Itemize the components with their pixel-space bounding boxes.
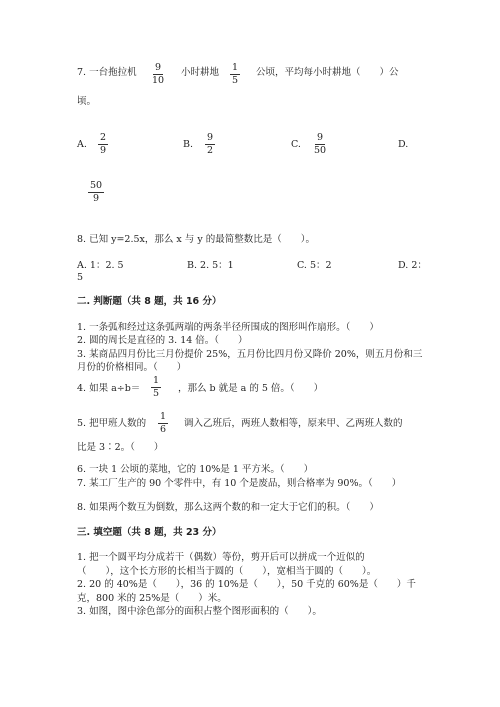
- s2-question-4-fraction: [151, 376, 161, 399]
- q7-option-a-fraction: [98, 133, 108, 156]
- fraction-numerator: 1: [232, 62, 239, 73]
- fraction-numerator: 1: [153, 375, 160, 386]
- s2-question-7: 7. 某工厂生产的 90 个零件中，有 10 个是废品，则合格率为 90%。（ ）: [77, 478, 402, 489]
- fraction-denominator: 6: [160, 423, 167, 435]
- s2-question-2: 2. 圆的周长是直径的 3. 14 倍。（ ）: [77, 335, 248, 346]
- q8-option-a: A. 1：2. 5: [77, 260, 124, 271]
- q7-option-c-label: C.: [291, 139, 301, 150]
- q7-option-b-fraction: [205, 133, 215, 156]
- fraction-numerator: 50: [90, 180, 103, 191]
- fraction-denominator: 9: [93, 192, 100, 204]
- fraction-denominator: 10: [152, 74, 165, 86]
- fraction-numerator: 2: [100, 132, 107, 143]
- q8-option-c: C. 5：2: [297, 260, 332, 271]
- s2-question-5-post: 调入乙班后，两班人数相等，原来甲、乙两班人数的: [184, 418, 403, 429]
- fraction-denominator: 50: [314, 144, 327, 156]
- q8-option-d-line1: D. 2：: [398, 260, 427, 271]
- q7-text-line2: 顷。: [77, 96, 97, 107]
- q8-option-d-line2: 5: [77, 272, 84, 283]
- s3-question-1-line2: （ ），这个长方形的长相当于圆的（ ），宽相当于圆的（ ）。: [77, 566, 377, 577]
- fraction-numerator: 9: [155, 62, 162, 73]
- s2-question-4-post: ，那么 b 就是 a 的 5 倍。（ ）: [178, 383, 324, 394]
- q7-text-part2: 小时耕地: [181, 67, 220, 78]
- q7-fraction-time: [150, 63, 166, 86]
- s2-question-5-fraction: [158, 412, 168, 435]
- fraction-numerator: 1: [160, 411, 167, 422]
- fraction-numerator: 9: [317, 132, 324, 143]
- fraction-denominator: 5: [232, 74, 239, 86]
- s3-question-3: 3. 如图，图中涂色部分的面积占整个图形面积的（ ）。: [77, 606, 322, 617]
- s2-question-5-line2: 比是 3∶2。（ ）: [77, 442, 164, 453]
- q7-text-part1: 7. 一台拖拉机: [77, 67, 137, 78]
- s2-question-6: 6. 一块 1 公顷的菜地，它的 10%是 1 平方米。（ ）: [77, 464, 314, 475]
- q7-option-d-fraction: [88, 181, 104, 204]
- q7-option-c-fraction: [312, 133, 328, 156]
- s2-question-5-pre: 5. 把甲班人数的: [77, 418, 147, 429]
- q7-text-part3: 公顷，平均每小时耕地（ ）公: [256, 67, 399, 78]
- s2-question-1: 1. 一条弧和经过这条弧两端的两条半径所围成的图形叫作扇形。（ ）: [77, 322, 379, 333]
- q7-option-a-label: A.: [77, 139, 87, 150]
- s3-question-2-line1: 2. 20 的 40%是（ ），36 的 10%是（ ），50 千克的 60%是（ ）千: [77, 579, 416, 590]
- q7-option-b-label: B.: [183, 139, 194, 150]
- s2-question-3-line2: 月份的价格相同。（ ）: [77, 362, 187, 373]
- section3-title: 三. 填空题（共 8 题，共 23 分）: [77, 527, 222, 538]
- s2-question-4-pre: 4. 如果 a÷b＝: [77, 383, 141, 394]
- fraction-denominator: 2: [207, 144, 214, 156]
- s2-question-3-line1: 3. 某商品四月份比三月份提价 25%，五月份比四月份又降价 20%，则五月份和三: [77, 349, 423, 360]
- s2-question-8: 8. 如果两个数互为倒数，那么这两个数的和一定大于它们的积。（ ）: [77, 502, 379, 513]
- section2-title: 二. 判断题（共 8 题，共 16 分）: [77, 296, 222, 307]
- fraction-denominator: 5: [153, 387, 160, 399]
- q7-fraction-area: [230, 63, 240, 86]
- fraction-denominator: 9: [100, 144, 107, 156]
- s3-question-2-line2: 克，800 米的 25%是（ ）米。: [77, 593, 227, 604]
- q8-option-b: B. 2. 5：1: [187, 260, 234, 271]
- s3-question-1-line1: 1. 把一个圆平均分成若干（偶数）等份，剪开后可以拼成一个近似的: [77, 552, 365, 563]
- q8-text: 8. 已知 y=2.5x，那么 x 与 y 的最简整数比是（ ）。: [77, 234, 315, 245]
- fraction-numerator: 9: [207, 132, 214, 143]
- q7-option-d-label: D.: [398, 139, 409, 150]
